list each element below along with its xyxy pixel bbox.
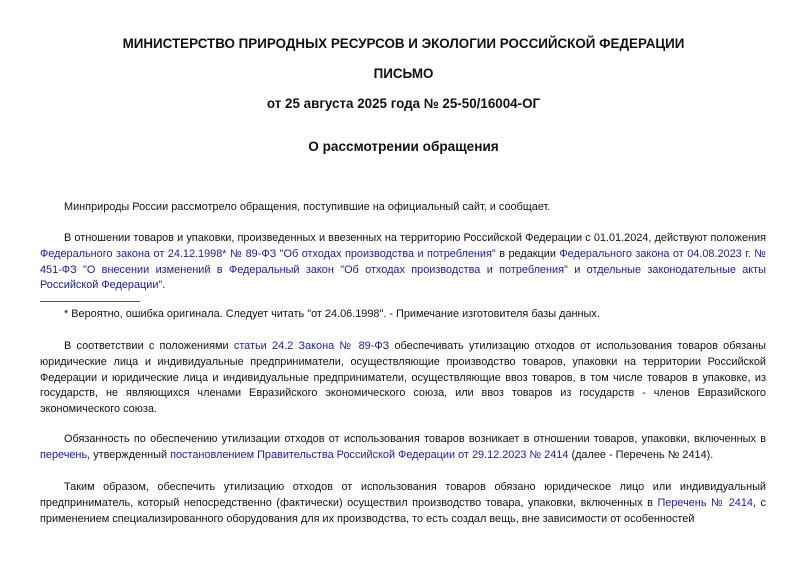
footnote: * Вероятно, ошибка оригинала. Следует читать "от 24.06.1998". - Примечание изготовителя базы данных. <box>64 308 600 320</box>
government-decree-2414-link[interactable]: постановлением Правительства Российской Федерации от 29.12.2023 № 2414 <box>170 448 569 461</box>
paragraph-2-text-3: . <box>162 279 166 292</box>
paragraph-4-text-3: (далее - Перечень № 2414). <box>568 448 714 461</box>
list-link[interactable]: перечень <box>40 448 88 461</box>
date-number-heading: от 25 августа 2025 года № 25-50/16004-ОГ <box>266 96 541 111</box>
paragraph-5 <box>40 480 766 527</box>
document-type-heading: ПИСЬМО <box>373 66 434 81</box>
paragraph-3 <box>40 339 766 418</box>
law-89-fz-link[interactable]: Федерального закона от 24.12.1998* № 89-ФЗ "Об отходах производства и потребления" <box>40 247 496 260</box>
paragraph-4 <box>40 432 766 464</box>
paragraph-1: Минприроды России рассмотрело обращения, поступившие на официальный сайт, и сообщает. <box>64 201 551 213</box>
paragraph-4-text-2: , утвержденный <box>87 448 171 461</box>
paragraph-2 <box>40 231 766 294</box>
paragraph-2-text-1: В отношении товаров и упаковки, произведенных и ввезенных на территорию Российской Федерации с 01.01.2024, действуют положения <box>64 232 766 244</box>
paragraph-5-text-2: , с применением специализированного оборудования для их производства, то есть создал вещь, вне зависимости от особенностей <box>40 496 766 525</box>
article-24-2-link[interactable]: статьи 24.2 Закона № 89-ФЗ <box>233 340 390 352</box>
footnote-divider <box>40 301 140 302</box>
paragraph-4-text-1: Обязанность по обеспечению утилизации отходов от использования товаров возникает в отношении товаров, упаковки, включенных в <box>64 433 766 445</box>
list-2414-link[interactable]: Перечень № 2414 <box>657 496 753 509</box>
document-title: О рассмотрении обращения <box>308 139 499 154</box>
ministry-heading: МИНИСТЕРСТВО ПРИРОДНЫХ РЕСУРСОВ И ЭКОЛОГИИ РОССИЙСКОЙ ФЕДЕРАЦИИ <box>122 36 685 51</box>
paragraph-3-text-2: обеспечивать утилизацию отходов от использования товаров обязаны юридические лица и индивидуальные предприниматели, осуществляющие производство товаров, упаковки на территории Российской Федерации и юридические лица и индивидуальные предприниматели, осуществляющие ввоз товаров, в том числе товаров в упаковке, из государств, не являющихся членами Евразийского экономического союза, или ввоз товаров из государств - членов Евразийского экономического союза. <box>40 340 767 416</box>
paragraph-5-text-1: Таким образом, обеспечить утилизацию отходов от использования товаров обязано юридическое лицо или индивидуальный предприниматель, который непосредственно (фактически) осуществил производство товара, упаковки, включенных в <box>40 481 766 509</box>
paragraph-2-text-2: в редакции <box>495 247 560 260</box>
paragraph-3-text-1: В соответствии с положениями <box>64 340 234 352</box>
law-451-fz-link[interactable]: Федерального закона от 04.08.2023 г. № 451-ФЗ "О внесении изменений в Федеральный закон "Об отходах производства и потребления" и отдельные законодательные акты Российской Федерации" <box>40 247 766 292</box>
